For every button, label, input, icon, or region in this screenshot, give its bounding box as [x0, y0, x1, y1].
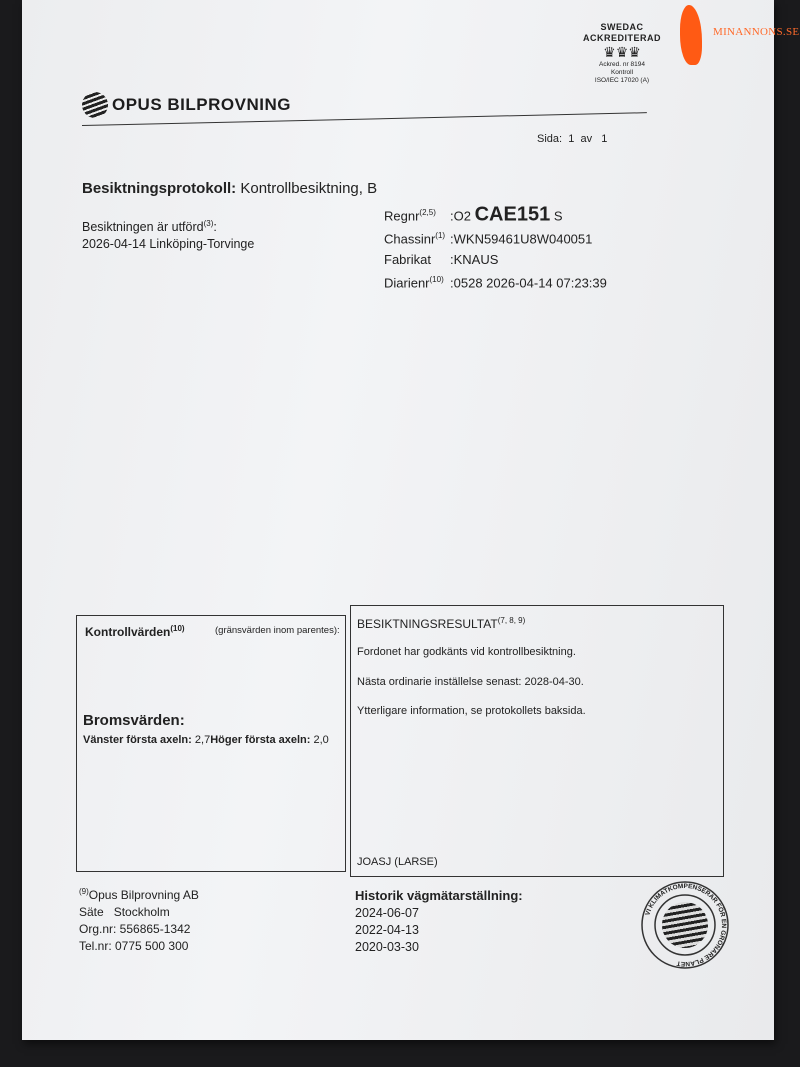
ackred-standard: ISO/IEC 17020 (A)	[594, 77, 650, 84]
registration-number: CAE151	[474, 203, 551, 226]
climate-compensation-seal-icon	[640, 880, 730, 970]
limits-note: (gränsvärden inom parentes):	[215, 625, 340, 636]
inspection-location: Besiktningen är utförd$^{(3)}$: 2026-04-14 Linköping-Torvinge	[82, 219, 255, 252]
swedac-circle-text: SWEDAC ACKREDITERAD	[583, 22, 661, 43]
brake-values-heading: Bromsvärden:	[83, 712, 185, 729]
watermark: MINANNONS.SE	[713, 26, 800, 38]
odometer-history: Historik vägmätarställning: 2024-06-07 2022-04-13 2020-03-30	[355, 888, 523, 954]
manufacturer: KNAUS	[453, 251, 499, 267]
logo-text: OPUS BILPROVNING	[112, 95, 291, 114]
opus-logo	[82, 92, 291, 118]
chassis-number: WKN59461U8W040051	[453, 231, 593, 247]
page-number: Sida: 1 av 1	[537, 133, 608, 145]
company-info: $^{(9)}$Opus Bilprovning AB Säte Stockholm Org.nr: 556865-1342 Tel.nr: 0775 500 300	[79, 887, 199, 953]
document-page	[22, 0, 774, 1040]
inspection-date-place: 2026-04-14 Linköping-Torvinge	[82, 237, 255, 252]
result-more-info: Ytterligare information, se protokollets baksida.	[357, 705, 586, 717]
vehicle-info: Regnr$^{(2,5)}$ :O2 CAE151 S Chassinr$^{(1)}$ :WKN59461U8W040051 Fabrikat :KNAUS Diarienr$^{(10)}$ :0528 2026-04-14 07:23:39	[384, 203, 607, 290]
history-date: 2020-03-30	[355, 940, 419, 954]
diary-number: 0528 2026-04-14 07:23:39	[453, 274, 607, 290]
seal-text: VI KLIMATKOMPENSERAR FÖR EN GRÖNARE PLANET	[644, 882, 728, 968]
protocol-title: Besiktningsprotokoll: Kontrollbesiktning, B	[82, 180, 378, 197]
brake-values: Vänster första axeln: 2,7Höger första axeln: 2,0	[83, 734, 329, 746]
inspection-result-box: BESIKTNINGSRESULTAT$^{(7, 8, 9)}$ Fordonet har godkänts vid kontrollbesiktning. Nästa ordinarie inställelse senast: 2028-04-30. Ytterligare information, se protokollets baksida. JOASJ (LARSE)	[350, 605, 724, 877]
seal-globe-icon	[662, 902, 708, 948]
ackred-nr: Ackred. nr 8194	[599, 61, 645, 68]
opus-globe-icon	[82, 92, 108, 118]
history-date: 2024-06-07	[355, 906, 419, 920]
result-approved: Fordonet har godkänts vid kontrollbesiktning.	[357, 646, 576, 658]
control-values-box: Kontrollvärden$^{(10)}$ (gränsvärden inom parentes): Bromsvärden: Vänster första axeln: 2,7Höger första axeln: 2,0	[76, 615, 346, 872]
history-date: 2022-04-13	[355, 923, 419, 937]
result-next-inspection: Nästa ordinarie inställelse senast: 2028-04-30.	[357, 676, 584, 688]
inspector-signature: JOASJ (LARSE)	[357, 856, 438, 868]
three-crowns-icon: ♛♛♛	[603, 44, 641, 60]
swedac-stamp	[572, 22, 672, 85]
ackred-type: Kontroll	[610, 69, 634, 76]
